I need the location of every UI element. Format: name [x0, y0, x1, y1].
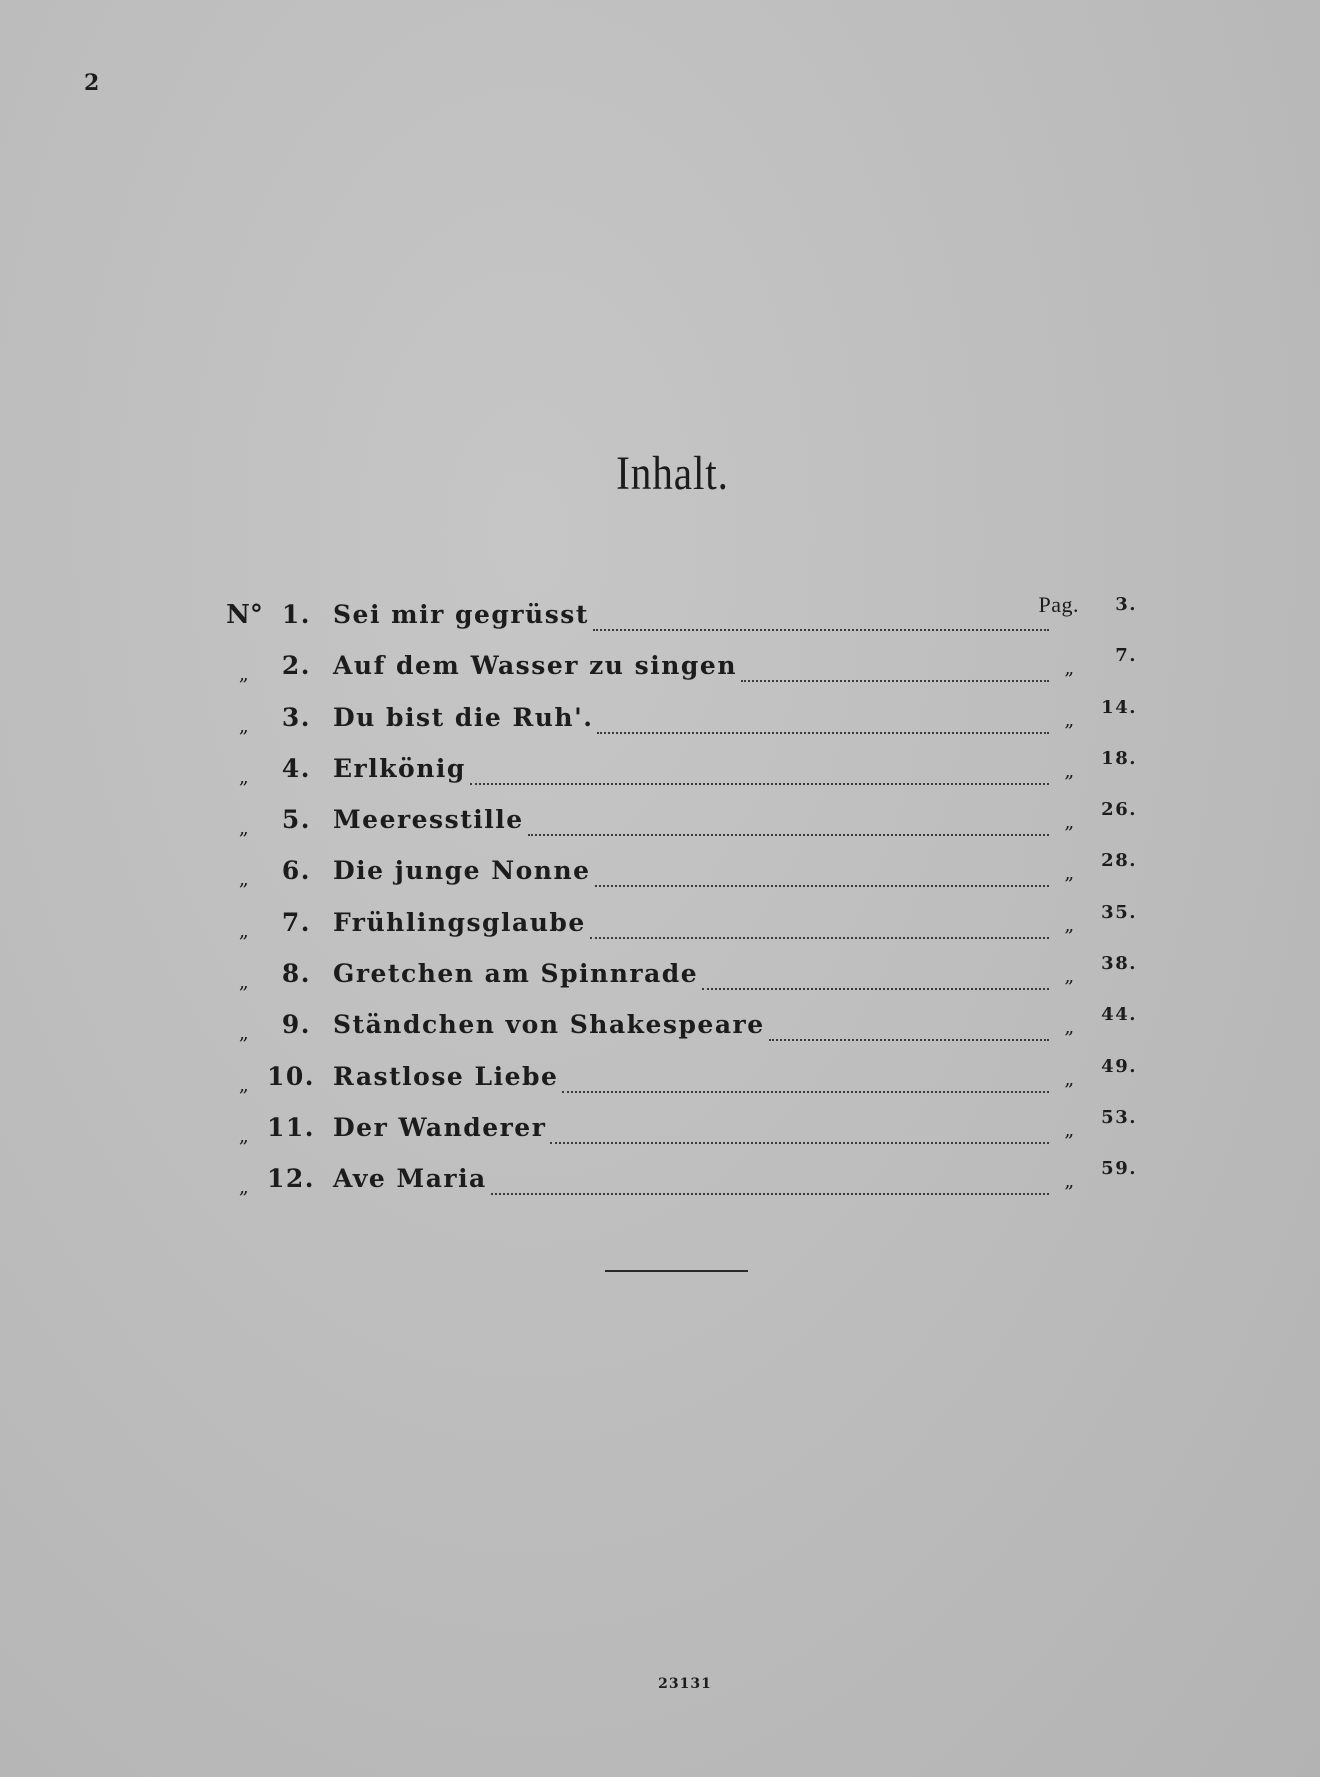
entry-prefix: „ [238, 663, 251, 686]
ditto-mark: „ [1064, 965, 1076, 988]
dot-leader [550, 1117, 1049, 1144]
entry-prefix: „ [238, 714, 251, 737]
entry-page: 14. [1101, 696, 1137, 718]
toc-entry [222, 799, 1137, 856]
table-of-contents [222, 592, 1137, 1216]
entry-page: 59. [1101, 1158, 1137, 1180]
dot-leader [528, 809, 1049, 836]
dot-leader [470, 758, 1049, 785]
entry-prefix: „ [238, 1176, 251, 1199]
dot-leader [702, 963, 1049, 990]
entry-page: 35. [1101, 901, 1137, 923]
entry-page: 49. [1101, 1055, 1137, 1077]
toc-entry [222, 592, 1137, 651]
entry-title: Frühlingsglaube [333, 907, 586, 937]
entry-prefix: „ [238, 919, 251, 942]
entry-prefix: „ [238, 765, 251, 788]
toc-entry [222, 901, 1137, 959]
entry-title: Rastlose Liebe [333, 1061, 559, 1091]
dot-leader [595, 860, 1049, 887]
ditto-mark: „ [1064, 913, 1076, 936]
entry-prefix: „ [238, 1124, 251, 1147]
dot-leader [562, 1066, 1049, 1093]
entry-title: Auf dem Wasser zu singen [333, 651, 737, 681]
dot-leader [590, 912, 1049, 939]
entry-number: 3. [281, 702, 311, 732]
entry-page: 3. [1115, 594, 1137, 615]
ditto-mark: „ [1064, 1067, 1076, 1090]
toc-entry [222, 1158, 1137, 1215]
entry-title: Gretchen am Spinnrade [333, 959, 699, 989]
ditto-mark: „ [1064, 1170, 1076, 1193]
entry-number: 6. [281, 856, 311, 886]
dot-leader [593, 604, 1049, 631]
entry-page: 44. [1101, 1004, 1137, 1026]
dot-leader [769, 1014, 1049, 1041]
ditto-mark: „ [1064, 759, 1076, 782]
entry-number: 11. [267, 1112, 315, 1142]
entry-title: Du bist die Ruh'. [333, 702, 594, 732]
ditto-mark: „ [1064, 811, 1076, 834]
entry-title: Ständchen von Shakespeare [333, 1010, 765, 1040]
entry-prefix: N° [226, 600, 263, 630]
toc-entry [222, 645, 1137, 702]
entry-page: 38. [1101, 953, 1137, 975]
ditto-mark: „ [1064, 1016, 1076, 1039]
ditto-mark: „ [1064, 657, 1076, 680]
entry-number: 5. [281, 805, 311, 835]
entry-prefix: „ [238, 817, 251, 840]
entry-title: Sei mir gegrüsst [333, 600, 589, 629]
toc-entry [222, 696, 1137, 754]
entry-title: Ave Maria [333, 1164, 487, 1194]
entry-number: 7. [281, 907, 311, 937]
entry-page: 28. [1101, 850, 1137, 872]
page-number: 2 [84, 70, 100, 96]
entry-title: Erlkönig [333, 753, 466, 783]
entry-number: 2. [281, 651, 311, 681]
toc-entry [222, 1055, 1137, 1113]
toc-entry [222, 747, 1137, 805]
entry-title: Der Wanderer [333, 1112, 547, 1142]
entry-title: Meeresstille [333, 805, 524, 835]
entry-number: 10. [267, 1061, 315, 1091]
entry-title: Die junge Nonne [333, 856, 591, 886]
entry-page: 26. [1101, 799, 1137, 821]
ditto-mark: „ [1064, 1118, 1076, 1141]
dot-leader [491, 1168, 1049, 1195]
toc-entry [222, 850, 1137, 907]
ditto-mark: „ [1064, 862, 1076, 885]
entry-page: 53. [1101, 1106, 1137, 1128]
entry-number: 1. [281, 600, 311, 629]
entry-prefix: „ [238, 1073, 251, 1096]
entry-number: 8. [281, 959, 311, 989]
entry-page: 18. [1101, 747, 1137, 769]
toc-entry [222, 1004, 1137, 1061]
entry-page: 7. [1115, 645, 1137, 667]
dot-leader [741, 655, 1049, 682]
page-title: Inhalt. [616, 447, 729, 500]
dot-leader [597, 707, 1049, 734]
closing-rule [605, 1270, 748, 1272]
toc-entry [222, 1106, 1137, 1164]
toc-entry [222, 953, 1137, 1010]
entry-prefix: „ [238, 971, 251, 994]
entry-number: 12. [267, 1164, 315, 1194]
entry-prefix: „ [238, 868, 251, 891]
entry-number: 4. [281, 753, 311, 783]
plate-number: 23131 [658, 1676, 712, 1692]
entry-number: 9. [281, 1010, 311, 1040]
entry-prefix: „ [238, 1022, 251, 1045]
pag-label: Pag. [1038, 592, 1079, 617]
ditto-mark: „ [1064, 708, 1076, 731]
